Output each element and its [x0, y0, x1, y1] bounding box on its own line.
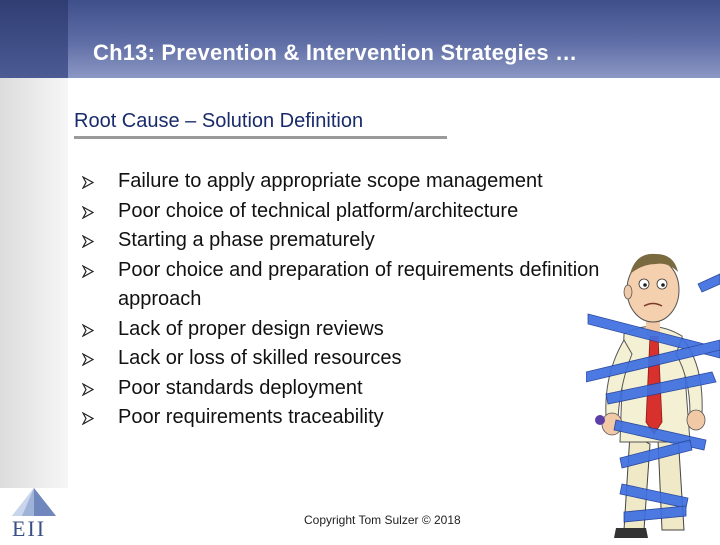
- eii-logo: [4, 486, 64, 540]
- bullet-text: Failure to apply appropriate scope management: [118, 170, 543, 192]
- copyright-footer: Copyright Tom Sulzer © 2018: [304, 513, 461, 527]
- bullet-item: [80, 197, 620, 227]
- bullet-item: [80, 374, 620, 404]
- bullet-text: Poor choice and preparation of requirements definition approach: [118, 258, 600, 310]
- bullet-text: Poor standards deployment: [118, 376, 363, 399]
- logo-text: EII: [12, 516, 47, 541]
- arrow-bullet-icon: [80, 256, 96, 286]
- bullet-text: Starting a phase prematurely: [118, 229, 375, 251]
- bullet-text: Lack or loss of skilled resources: [118, 347, 402, 369]
- arrow-bullet-icon: [80, 344, 96, 374]
- bullet-text: Poor choice of technical platform/architecture: [118, 199, 519, 222]
- arrow-bullet-icon: [80, 226, 96, 256]
- header-left-shade: [0, 0, 68, 78]
- header-bar: [0, 0, 720, 78]
- arrow-bullet-icon: [80, 403, 96, 433]
- bullet-item: [80, 226, 620, 256]
- pyramid-logo-icon: [4, 486, 64, 520]
- tangled-man-illustration: [586, 244, 720, 540]
- arrow-bullet-icon: [80, 197, 96, 227]
- bullet-item: [80, 315, 620, 345]
- bullet-list: [80, 167, 620, 433]
- arrow-bullet-icon: [80, 315, 96, 345]
- slide-title: Ch13: Prevention & Intervention Strategies …: [93, 40, 578, 65]
- bullet-text: Lack of proper design reviews: [118, 317, 384, 340]
- arrow-bullet-icon: [80, 167, 96, 197]
- subtitle-underline: [74, 136, 447, 139]
- bullet-item: [80, 256, 620, 315]
- bullet-item: [80, 167, 620, 197]
- left-sidebar-strip: [0, 78, 68, 488]
- section-subtitle: Root Cause – Solution Definition: [74, 110, 364, 132]
- arrow-bullet-icon: [80, 374, 96, 404]
- bullet-item: [80, 344, 620, 374]
- bullet-item: [80, 403, 620, 433]
- bullet-text: Poor requirements traceability: [118, 406, 384, 428]
